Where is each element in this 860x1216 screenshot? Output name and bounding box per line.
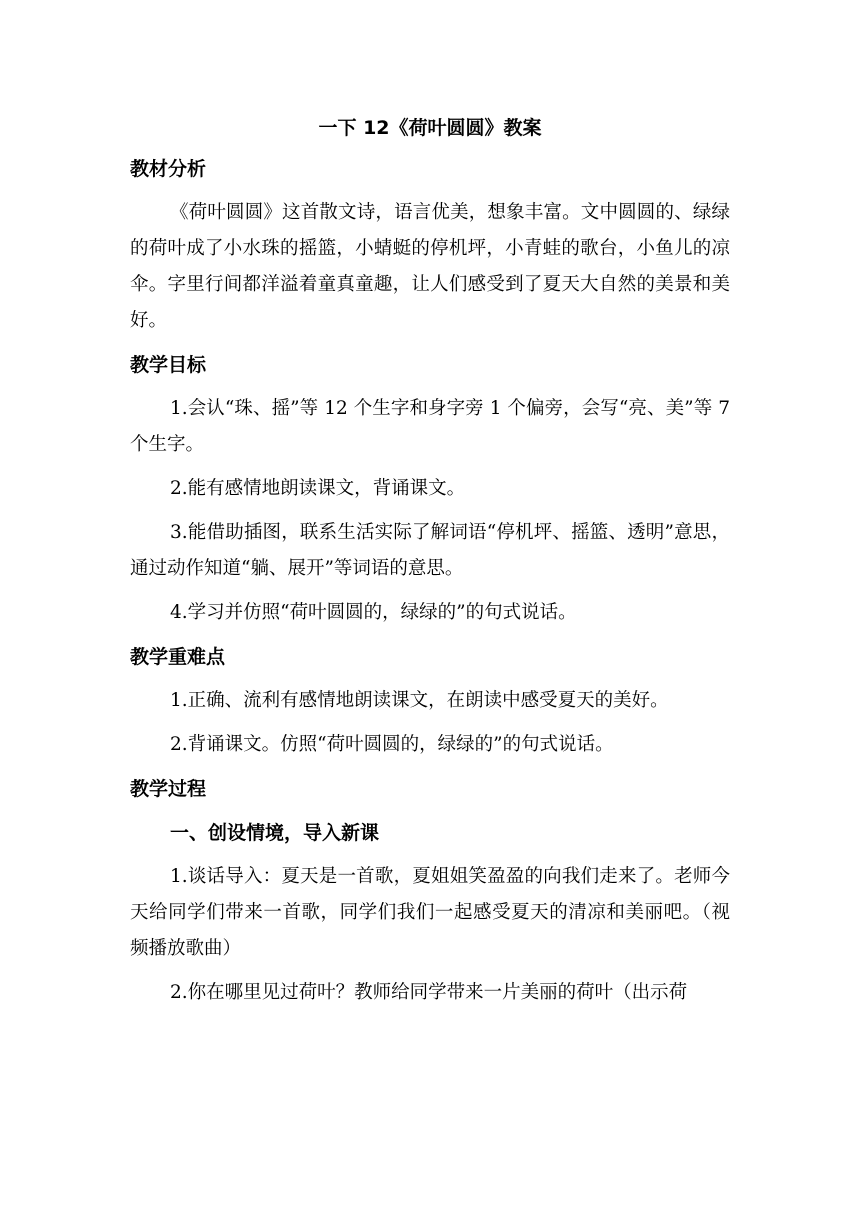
paragraph: 1.正确、流利有感情地朗读课文，在朗读中感受夏天的美好。	[170, 690, 669, 711]
paragraph: 3.能借助插图，联系生活实际了解词语“停机坪、摇篮、透明”意思，通过动作知道“躺、展开”等词语的意思。	[130, 522, 730, 579]
document-title: 一下 12《荷叶圆圆》教案	[318, 117, 542, 139]
paragraph: 2.背诵课文。仿照“荷叶圆圆的，绿绿的”的句式说话。	[170, 734, 614, 755]
paragraph: 《荷叶圆圆》这首散文诗，语言优美，想象丰富。文中圆圆的、绿绿的荷叶成了小水珠的摇篮，小蜻蜓的停机坪，小青蛙的歌台，小鱼儿的凉伞。字里行间都洋溢着童真童趣，让人们感受到了夏天大自然的美景和美好。	[130, 202, 730, 331]
paragraph: 4.学习并仿照“荷叶圆圆的，绿绿的”的句式说话。	[170, 602, 577, 623]
paragraph: 2.能有感情地朗读课文，背诵课文。	[170, 478, 466, 499]
section-heading: 教学过程	[130, 778, 207, 800]
paragraph: 1.会认“珠、摇”等 12 个生字和身字旁 1 个偏旁，会写“亮、美”等 7 个生字。	[130, 398, 730, 455]
section-heading: 教材分析	[130, 158, 207, 180]
section-key-difficulties	[130, 639, 730, 763]
section-teaching-process	[130, 771, 730, 1011]
section-textbook-analysis	[130, 151, 730, 339]
document-body	[130, 110, 730, 1019]
paragraph: 1.谈话导入：夏天是一首歌，夏姐姐笑盈盈的向我们走来了。老师今天给同学们带来一首歌，同学们我们一起感受夏天的清凉和美丽吧。（视频播放歌曲）	[130, 866, 730, 959]
section-teaching-objectives	[130, 347, 730, 631]
sub-heading: 一、创设情境，导入新课	[170, 822, 380, 844]
paragraph: 2.你在哪里见过荷叶？教师给同学带来一片美丽的荷叶（出示荷	[170, 982, 688, 1003]
section-heading: 教学目标	[130, 354, 207, 376]
section-heading: 教学重难点	[130, 646, 226, 668]
